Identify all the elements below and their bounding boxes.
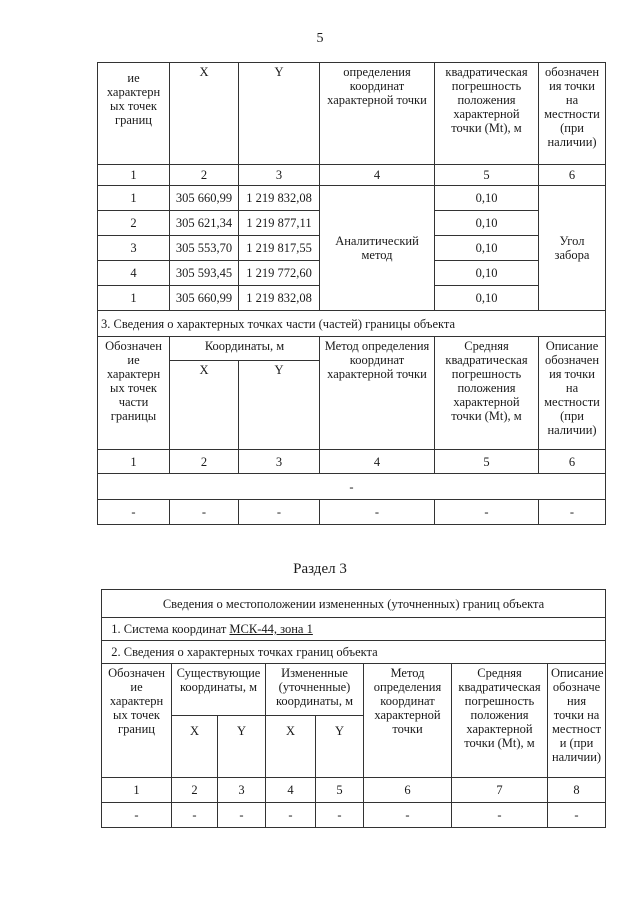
table3-title: Сведения о местоположении измененных (уточненных) границ объекта [102, 590, 606, 618]
coord-system-row [102, 618, 606, 641]
table2-col-numbers [98, 450, 606, 474]
x-header: X [172, 716, 218, 778]
col-number: 4 [320, 450, 435, 474]
description-value: Угол забора [539, 186, 606, 311]
accuracy-header: Средняя квадратическая погрешность положения характерной точки (Mt), м [452, 664, 548, 778]
point-number: 1 [98, 286, 170, 311]
col-number: 4 [266, 778, 316, 803]
x-value: 305 593,45 [170, 261, 239, 286]
table-row [98, 500, 606, 525]
accuracy-value: 0,10 [435, 261, 539, 286]
y-value: 1 219 832,08 [239, 286, 320, 311]
point-designation-header: Обозначен ие характерн ых точек границ [102, 664, 172, 778]
table3-col-numbers [102, 778, 606, 803]
x-value: 305 621,34 [170, 211, 239, 236]
table3-header-row [102, 664, 606, 716]
description-header: обозначен ия точки на местности (при наличии) [539, 63, 606, 165]
empty-dash: - [320, 500, 435, 525]
x-header: X [170, 63, 239, 165]
y-header: Y [218, 716, 266, 778]
page-number: 5 [316, 31, 324, 46]
point-designation-header: Обозначен ие характерн ых точек части границы [98, 337, 170, 450]
y-header: Y [239, 63, 320, 165]
point-number: 2 [98, 211, 170, 236]
col-number: 2 [170, 450, 239, 474]
y-value: 1 219 877,11 [239, 211, 320, 236]
point-number: 4 [98, 261, 170, 286]
coord-system-value: МСК-44, зона 1 [229, 622, 313, 636]
col-number: 1 [98, 165, 170, 186]
col-number: 2 [172, 778, 218, 803]
col-number: 3 [239, 450, 320, 474]
col-number: 7 [452, 778, 548, 803]
x-value: 305 660,99 [170, 186, 239, 211]
col-number: 5 [435, 165, 539, 186]
coord-system-prefix: 1. Система координат [111, 622, 227, 636]
empty-dash: - [452, 803, 548, 828]
table2-header-row [98, 337, 606, 361]
y-value: 1 219 817,55 [239, 236, 320, 261]
empty-dash: - [218, 803, 266, 828]
points-title-row [102, 641, 606, 664]
accuracy-value: 0,10 [435, 236, 539, 261]
accuracy-header: Средняя квадратическая погрешность положения характерной точки (Mt), м [435, 337, 539, 450]
accuracy-value: 0,10 [435, 286, 539, 311]
point-designation-header: ие характерн ых точек границ [98, 63, 170, 165]
existing-coords-header: Существующие координаты, м [172, 664, 266, 716]
empty-dash: - [316, 803, 364, 828]
empty-dash: - [172, 803, 218, 828]
col-number: 5 [316, 778, 364, 803]
empty-dash: - [266, 803, 316, 828]
col-number: 1 [102, 778, 172, 803]
points-title [102, 641, 606, 664]
x-value: 305 553,70 [170, 236, 239, 261]
table-row [102, 803, 606, 828]
empty-dash: - [364, 803, 452, 828]
table2-title: 3. Сведения о характерных точках части (частей) границы объекта [98, 311, 606, 337]
boundary-points-table [97, 62, 606, 525]
empty-dash: - [98, 500, 170, 525]
method-value: Аналитический метод [320, 186, 435, 311]
y-header: Y [239, 361, 320, 450]
empty-dash: - [435, 500, 539, 525]
x-header: X [266, 716, 316, 778]
empty-dash: - [548, 803, 606, 828]
empty-dash: - [170, 500, 239, 525]
changed-coords-header: Измененные (уточненные) координаты, м [266, 664, 364, 716]
col-number: 5 [435, 450, 539, 474]
empty-dash: - [539, 500, 606, 525]
method-header: Метод определения координат характерной точки [320, 337, 435, 450]
col-number: 6 [364, 778, 452, 803]
table3-title-row [102, 590, 606, 618]
accuracy-value: 0,10 [435, 186, 539, 211]
point-number: 3 [98, 236, 170, 261]
table-row [98, 474, 606, 500]
table1-col-numbers [98, 165, 606, 186]
col-number: 1 [98, 450, 170, 474]
description-header: Описание обозначе ния точки на местност и (при наличии) [548, 664, 606, 778]
col-number: 6 [539, 165, 606, 186]
points-title-text: 2. Сведения о характерных точках границ объекта [111, 645, 378, 659]
col-number: 4 [320, 165, 435, 186]
coord-system [102, 618, 606, 641]
y-value: 1 219 832,08 [239, 186, 320, 211]
changed-boundaries-table [101, 589, 606, 828]
description-header: Описание обозначен ия точки на местности (при наличии) [539, 337, 606, 450]
col-number: 3 [239, 165, 320, 186]
coordinates-header: Координаты, м [170, 337, 320, 361]
y-header: Y [316, 716, 364, 778]
table2-title-row [98, 311, 606, 337]
x-header: X [170, 361, 239, 450]
point-number: 1 [98, 186, 170, 211]
col-number: 8 [548, 778, 606, 803]
col-number: 6 [539, 450, 606, 474]
col-number: 3 [218, 778, 266, 803]
method-header: Метод определения координат характерной точки [364, 664, 452, 778]
accuracy-value: 0,10 [435, 211, 539, 236]
col-number: 2 [170, 165, 239, 186]
empty-dash: - [102, 803, 172, 828]
table1-header-row [98, 63, 606, 165]
y-value: 1 219 772,60 [239, 261, 320, 286]
empty-dash: - [239, 500, 320, 525]
method-header: определения координат характерной точки [320, 63, 435, 165]
section-title: Раздел 3 [293, 561, 347, 577]
table-row [98, 186, 606, 211]
empty-dash: - [98, 474, 606, 500]
accuracy-header: квадратическая погрешность положения характерной точки (Mt), м [435, 63, 539, 165]
x-value: 305 660,99 [170, 286, 239, 311]
